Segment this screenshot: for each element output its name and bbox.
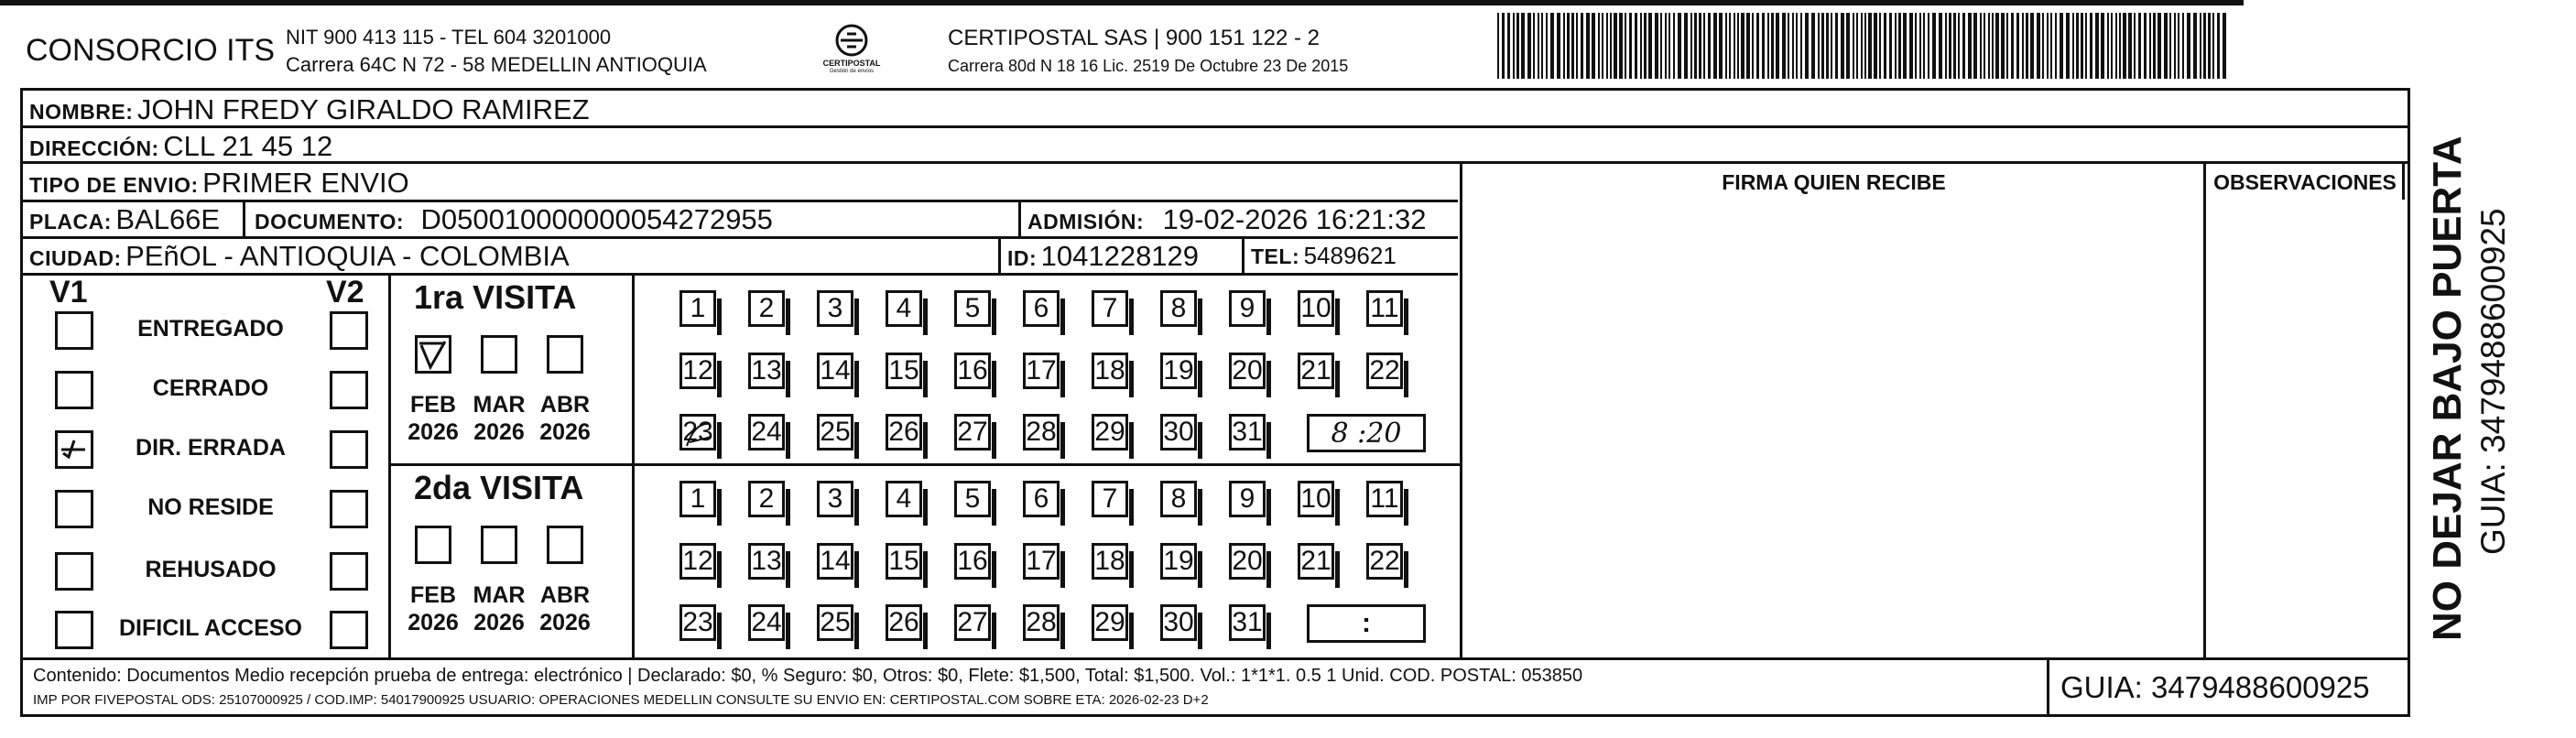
tel-row <box>1251 242 1397 270</box>
month-checkbox[interactable] <box>415 526 451 564</box>
day-box[interactable] <box>817 604 853 641</box>
handwritten-check-icon <box>418 338 454 376</box>
day-box[interactable] <box>1092 543 1128 580</box>
placa-value: BAL66E <box>115 203 221 235</box>
day-box[interactable] <box>817 481 853 517</box>
day-number: 5 <box>964 483 981 514</box>
day-box[interactable] <box>1092 481 1128 517</box>
id-row <box>1007 240 1199 273</box>
contenido-text: Contenido: Documentos Medio recepción prueba de entrega: electrónico | Declarado: $0, % Seguro: $0, Otros: $0, Flete: $1,500, Total: $1,500. Vol.: 1*1*1. 0.5 1 Unid. COD. POSTAL: 053850 <box>33 666 1583 686</box>
day-box[interactable] <box>1092 604 1128 641</box>
nombre-value: JOHN FREDY GIRALDO RAMIREZ <box>136 93 590 125</box>
day-box[interactable] <box>1023 481 1060 517</box>
day-number: 12 <box>682 355 713 385</box>
day-number: 21 <box>1300 546 1331 576</box>
day-box[interactable] <box>886 543 922 580</box>
day-number: 26 <box>888 607 919 637</box>
day-box[interactable] <box>748 604 785 641</box>
handwritten-scribble-icon <box>684 418 715 457</box>
day-box[interactable] <box>1366 543 1403 580</box>
day-number: 8 <box>1170 483 1187 514</box>
day-box[interactable] <box>679 414 716 450</box>
day-number: 1 <box>690 483 706 514</box>
month-checkbox[interactable] <box>547 526 583 564</box>
day-box[interactable] <box>1092 353 1128 389</box>
day-number: 6 <box>1033 483 1049 514</box>
admision-row <box>1027 203 1426 236</box>
day-box[interactable] <box>954 353 991 389</box>
day-number: 17 <box>1026 546 1057 576</box>
time-handwritten: 8 :20 <box>1331 417 1402 450</box>
day-box[interactable] <box>1229 353 1266 389</box>
v1-checkbox[interactable] <box>55 611 93 649</box>
tipo-envio-row <box>29 167 409 200</box>
company-name: CONSORCIO ITS <box>26 33 276 68</box>
certipostal-address: Carrera 80d N 18 16 Lic. 2519 De Octubre 23 De 2015 <box>948 57 1349 75</box>
day-number: 19 <box>1163 546 1194 576</box>
day-box[interactable] <box>817 414 853 450</box>
day-box[interactable] <box>1229 604 1266 641</box>
day-number: 3 <box>827 483 843 514</box>
v1-checkbox[interactable] <box>55 311 93 350</box>
tipo-envio-label: TIPO DE ENVIO: <box>29 173 199 197</box>
day-box[interactable] <box>1023 414 1060 450</box>
status-option-label: REHUSADO <box>145 557 277 582</box>
day-box[interactable] <box>1366 290 1403 327</box>
observaciones-label: OBSERVACIONES <box>2213 170 2397 194</box>
v2-label: V2 <box>326 275 364 309</box>
day-box[interactable] <box>1023 543 1060 580</box>
day-number: 8 <box>1170 293 1187 323</box>
certipostal-line: CERTIPOSTAL SAS | 900 151 122 - 2 <box>948 26 1320 50</box>
day-number: 14 <box>820 546 851 576</box>
day-box[interactable] <box>679 543 716 580</box>
day-number: 2 <box>758 293 775 323</box>
day-number: 19 <box>1163 355 1194 385</box>
v2-checkbox[interactable] <box>330 611 368 649</box>
year-label: 2026 <box>473 610 525 635</box>
guia-footer: GUIA: 3479488600925 <box>2060 670 2370 704</box>
year-label: 2026 <box>539 419 591 445</box>
day-number: 18 <box>1094 546 1125 576</box>
month-label: FEB <box>410 582 456 608</box>
direccion-row <box>29 130 332 163</box>
documento-value: D050010000000054272955 <box>420 203 773 235</box>
imp-text: IMP POR FIVEPOSTAL ODS: 25107000925 / COD.IMP: 54017900925 USUARIO: OPERACIONES MEDELLIN CONSULTE SU ENVIO EN: CERTIPOSTAL.COM SOBRE ETA: 2026-02-23 D+2 <box>33 692 1209 708</box>
no-dejar-bajo-puerta: NO DEJAR BAJO PUERTA <box>2425 136 2470 641</box>
logo-subtext: Gestión de envíos <box>829 69 875 74</box>
day-number: 5 <box>964 293 981 323</box>
day-number: 13 <box>751 355 782 385</box>
v1-checkbox[interactable] <box>55 490 93 528</box>
day-number: 16 <box>957 355 988 385</box>
day-box[interactable] <box>1160 481 1197 517</box>
guia-vertical: GUIA: 3479488600925 <box>2474 208 2512 555</box>
day-number: 26 <box>888 417 919 447</box>
status-option-label: ENTREGADO <box>137 316 284 342</box>
day-box[interactable] <box>1092 414 1128 450</box>
time-box[interactable] <box>1307 604 1426 643</box>
day-number: 28 <box>1026 607 1057 637</box>
logo-text: CERTIPOSTAL <box>822 59 881 68</box>
day-number: 24 <box>751 607 782 637</box>
ciudad-label: CIUDAD: <box>29 246 122 270</box>
day-box[interactable] <box>886 414 922 450</box>
day-number: 25 <box>820 607 851 637</box>
day-box[interactable] <box>1229 481 1266 517</box>
nit-line: NIT 900 413 115 - TEL 604 3201000 <box>286 26 612 49</box>
day-number: 29 <box>1094 417 1125 447</box>
v1-label: V1 <box>49 275 88 309</box>
day-number: 28 <box>1026 417 1057 447</box>
visit-title: 2da VISITA <box>414 469 584 506</box>
month-checkbox[interactable] <box>547 335 583 374</box>
v1-checkbox[interactable] <box>55 430 93 469</box>
v2-checkbox[interactable] <box>330 490 368 528</box>
day-number: 20 <box>1232 355 1263 385</box>
time-box[interactable] <box>1307 414 1426 452</box>
day-number: 25 <box>820 417 851 447</box>
day-number: 7 <box>1102 293 1118 323</box>
day-number: 13 <box>751 546 782 576</box>
day-box[interactable] <box>817 543 853 580</box>
day-box[interactable] <box>748 414 785 450</box>
month-label: MAR <box>473 582 526 608</box>
day-number: 23 <box>682 417 713 447</box>
certipostal-logo <box>810 22 893 77</box>
year-label: 2026 <box>408 419 459 445</box>
month-checkbox[interactable] <box>481 526 517 564</box>
year-label: 2026 <box>408 610 459 635</box>
day-box[interactable] <box>1229 290 1266 327</box>
status-option-label: NO RESIDE <box>147 494 274 520</box>
day-number: 31 <box>1232 607 1263 637</box>
day-box[interactable] <box>1298 353 1334 389</box>
day-box[interactable] <box>748 290 785 327</box>
day-box[interactable] <box>1366 481 1403 517</box>
ciudad-row <box>29 240 570 273</box>
day-box[interactable] <box>1229 414 1266 450</box>
day-number: 9 <box>1239 483 1255 514</box>
company-address: Carrera 64C N 72 - 58 MEDELLIN ANTIOQUIA <box>286 53 707 76</box>
day-number: 17 <box>1026 355 1057 385</box>
day-number: 6 <box>1033 293 1049 323</box>
day-box[interactable] <box>886 353 922 389</box>
day-box[interactable] <box>954 604 991 641</box>
day-number: 7 <box>1102 483 1118 514</box>
day-number: 9 <box>1239 293 1255 323</box>
day-number: 16 <box>957 546 988 576</box>
documento-row <box>255 203 773 236</box>
v2-checkbox[interactable] <box>330 311 368 350</box>
nombre-label: NOMBRE: <box>29 100 134 124</box>
day-box[interactable] <box>1160 353 1197 389</box>
day-box[interactable] <box>1160 414 1197 450</box>
day-number: 27 <box>957 607 988 637</box>
day-box[interactable] <box>1160 604 1197 641</box>
day-box[interactable] <box>1160 543 1197 580</box>
day-box[interactable] <box>679 481 716 517</box>
day-number: 23 <box>682 607 713 637</box>
day-box[interactable] <box>1298 543 1334 580</box>
day-box[interactable] <box>954 414 991 450</box>
tel-label: TEL: <box>1251 244 1300 268</box>
day-number: 1 <box>690 293 706 323</box>
month-label: ABR <box>539 582 591 608</box>
status-option-label: CERRADO <box>152 375 269 401</box>
day-box[interactable] <box>886 604 922 641</box>
documento-label: DOCUMENTO: <box>255 210 405 233</box>
day-number: 30 <box>1163 607 1194 637</box>
month-checkbox[interactable] <box>481 335 517 374</box>
day-number: 24 <box>751 417 782 447</box>
year-label: 2026 <box>473 419 525 445</box>
placa-label: PLACA: <box>29 210 112 233</box>
day-number: 2 <box>758 483 775 514</box>
day-box[interactable] <box>679 604 716 641</box>
day-number: 22 <box>1369 355 1400 385</box>
day-number: 12 <box>682 546 713 576</box>
day-number: 11 <box>1370 483 1399 514</box>
day-box[interactable] <box>886 481 922 517</box>
day-number: 10 <box>1300 483 1331 514</box>
direccion-label: DIRECCIÓN: <box>29 136 159 160</box>
day-box[interactable] <box>954 290 991 327</box>
day-number: 22 <box>1369 546 1400 576</box>
day-box[interactable] <box>1023 353 1060 389</box>
day-box[interactable] <box>679 353 716 389</box>
visit-title: 1ra VISITA <box>414 278 577 316</box>
day-number: 31 <box>1232 417 1263 447</box>
day-box[interactable] <box>817 290 853 327</box>
v2-checkbox[interactable] <box>330 552 368 591</box>
tel-value: 5489621 <box>1303 242 1397 269</box>
day-box[interactable] <box>1023 290 1060 327</box>
month-label: ABR <box>539 392 591 418</box>
status-option-label: DIFICIL ACCESO <box>118 615 302 641</box>
day-number: 21 <box>1300 355 1331 385</box>
day-box[interactable] <box>1366 353 1403 389</box>
day-number: 29 <box>1094 607 1125 637</box>
admision-value: 19-02-2026 16:21:32 <box>1162 203 1427 235</box>
day-number: 27 <box>957 417 988 447</box>
day-number: 20 <box>1232 546 1263 576</box>
day-box[interactable] <box>748 481 785 517</box>
v1-checkbox[interactable] <box>55 552 93 591</box>
day-box[interactable] <box>1298 290 1334 327</box>
status-option-label: DIR. ERRADA <box>136 435 286 461</box>
id-value: 1041228129 <box>1040 240 1200 272</box>
day-number: 4 <box>896 483 912 514</box>
day-number: 30 <box>1163 417 1194 447</box>
day-number: 11 <box>1370 293 1399 323</box>
day-box[interactable] <box>748 353 785 389</box>
day-box[interactable] <box>1023 604 1060 641</box>
day-box[interactable] <box>1092 290 1128 327</box>
day-number: 15 <box>888 355 919 385</box>
v2-checkbox[interactable] <box>330 371 368 409</box>
day-number: 3 <box>827 293 843 323</box>
handwritten-mark-icon <box>58 433 91 466</box>
day-box[interactable] <box>1160 290 1197 327</box>
day-box[interactable] <box>954 543 991 580</box>
nombre-row <box>29 93 590 126</box>
admision-label: ADMISIÓN: <box>1027 210 1145 233</box>
time-placeholder: : <box>1362 608 1371 638</box>
day-number: 10 <box>1300 293 1331 323</box>
firma-label: FIRMA QUIEN RECIBE <box>1722 170 1946 194</box>
day-number: 4 <box>896 293 912 323</box>
barcode <box>1497 13 2230 79</box>
month-label: MAR <box>473 392 526 418</box>
day-number: 14 <box>820 355 851 385</box>
v1-checkbox[interactable] <box>55 371 93 409</box>
id-label: ID: <box>1007 246 1038 270</box>
tipo-envio-value: PRIMER ENVIO <box>202 167 409 199</box>
month-label: FEB <box>410 392 456 418</box>
day-number: 18 <box>1094 355 1125 385</box>
ciudad-value: PEñOL - ANTIOQUIA - COLOMBIA <box>125 240 570 272</box>
v2-checkbox[interactable] <box>330 430 368 469</box>
year-label: 2026 <box>539 610 591 635</box>
day-box[interactable] <box>886 290 922 327</box>
day-box[interactable] <box>748 543 785 580</box>
day-number: 15 <box>888 546 919 576</box>
day-box[interactable] <box>954 481 991 517</box>
day-box[interactable] <box>1229 543 1266 580</box>
day-box[interactable] <box>679 290 716 327</box>
day-box[interactable] <box>1298 481 1334 517</box>
direccion-value: CLL 21 45 12 <box>163 130 333 162</box>
placa-row <box>29 203 220 236</box>
month-checkbox[interactable] <box>415 335 451 374</box>
day-box[interactable] <box>817 353 853 389</box>
